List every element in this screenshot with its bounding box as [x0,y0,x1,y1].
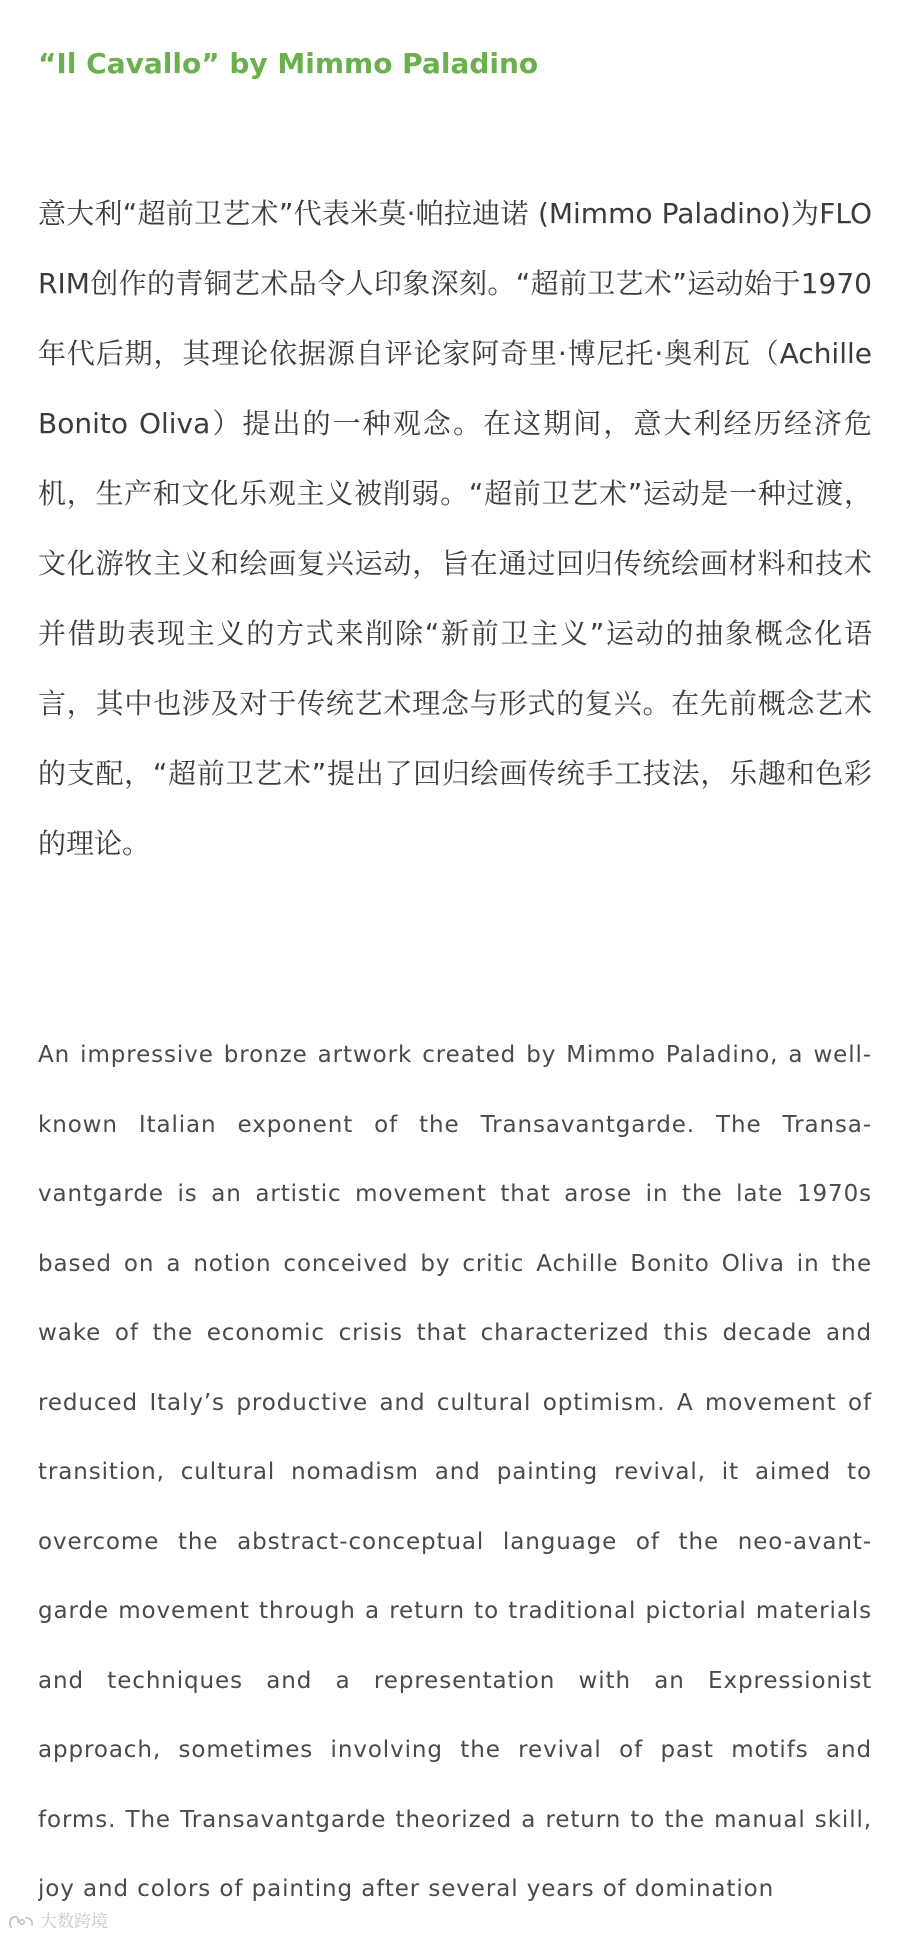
watermark [8,1911,108,1933]
watermark-text: 大数跨境 [40,1912,108,1932]
chinese-paragraph: 意大利“超前卫艺术”代表米莫·帕拉迪诺 (Mimmo Paladino)为FLORIM创作的青铜艺术品令人印象深刻。“超前卫艺术”运动始于1970年代后期，其理论依据源自评论家阿奇里·博尼托·奥利瓦（Achille Bonito Oliva）提出的一种观念。在这期间，意大利经历经济危机，生产和文化乐观主义被削弱。“超前卫艺术”运动是一种过渡，文化游牧主义和绘画复兴运动，旨在通过回归传统绘画材料和技术并借助表现主义的方式来削除“新前卫主义”运动的抽象概念化语言，其中也涉及对于传统艺术理念与形式的复兴。在先前概念艺术的支配，“超前卫艺术”提出了回归绘画传统手工技法，乐趣和色彩的理论。 [38,197,872,860]
watermark-logo-icon [8,1913,36,1931]
english-paragraph: An impressive bronze artwork created by Mimmo Paladino, a well-known Italian exponent of the Transavantgarde. The Transa-vantgarde is an artistic movement that arose in the late 1970s based on a notion conceived by critic Achille Bonito Oliva in the wake of the economic crisis that characterized this decade and reduced Italy’s productive and cultural optimism. A movement of transition, cultural nomadism and painting revival, it aimed to overcome the abstract-conceptual language of the neo-avant-garde movement through a return to traditional pictorial materials and techniques and a representation with an Expressionist approach, sometimes involving the revival of past motifs and forms. The Transavantgarde theorized a return to the manual skill, joy and colors of painting after several years of domination [38,1042,872,1902]
article-title: “Il Cavallo” by Mimmo Paladino [38,47,539,80]
